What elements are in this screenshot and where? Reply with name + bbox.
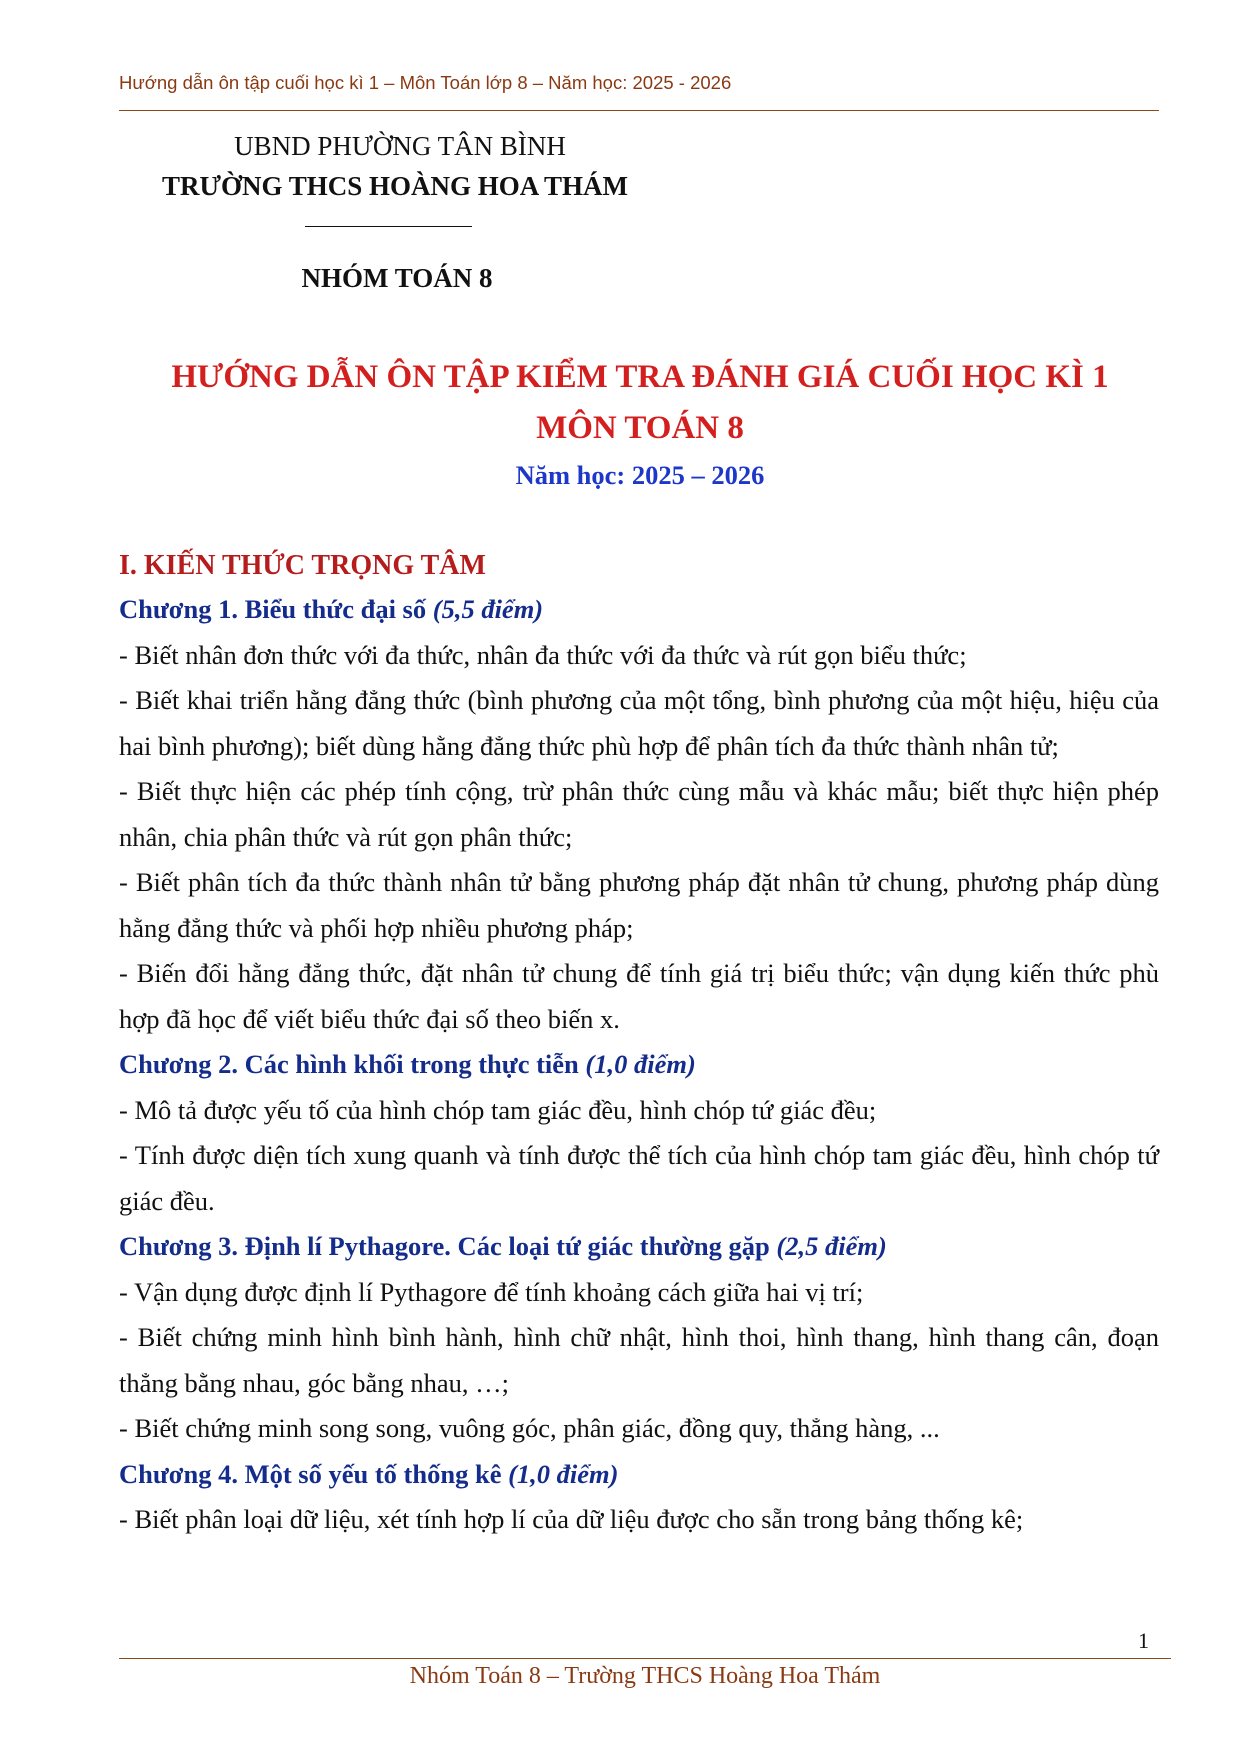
running-header: Hướng dẫn ôn tập cuối học kì 1 – Môn Toán lớp 8 – Năm học: 2025 - 2026 (119, 72, 732, 93)
school-year: Năm học: 2025 – 2026 (515, 460, 765, 490)
list-item: - Biết phân loại dữ liệu, xét tính hợp lí của dữ liệu được cho sẵn trong bảng thống kê; (119, 1504, 1024, 1534)
chapter-title: Chương 2. Các hình khối trong thực tiễn (119, 1049, 586, 1079)
chapter-points: (2,5 điểm) (776, 1231, 887, 1261)
page-number: 1 (1138, 1628, 1149, 1653)
chapter-2 (119, 1042, 1159, 1224)
list-item: - Biết chứng minh song song, vuông góc, phân giác, đồng quy, thẳng hàng, ... (119, 1413, 940, 1443)
school-name: TRƯỜNG THCS HOÀNG HOA THÁM (161, 171, 629, 201)
footer-rule (119, 1658, 1171, 1659)
chapter-heading (119, 1224, 1159, 1270)
chapter-points: (1,0 điểm) (585, 1049, 696, 1079)
list-item: - Biết nhân đơn thức với đa thức, nhân đa thức với đa thức và rút gọn biểu thức; (119, 639, 967, 670)
authority-name: UBND PHƯỜNG TÂN BÌNH (234, 131, 566, 161)
document-title-block (100, 352, 1180, 491)
chapter-4 (119, 1452, 1159, 1543)
chapter-points: (5,5 điểm) (432, 594, 544, 624)
chapter-heading (119, 1452, 1159, 1498)
chapter-heading (119, 587, 1159, 633)
list-item: - Biết chứng minh hình bình hành, hình chữ nhật, hình thoi, hình thang, hình thang cân, đoạn thẳng bằng nhau, góc bằng nhau, …; (119, 1322, 1159, 1398)
chapter-3 (119, 1224, 1159, 1452)
content (119, 545, 1159, 1543)
list-item: - Tính được diện tích xung quanh và tính được thể tích của hình chóp tam giác đều, hình chóp tứ giác đều. (119, 1140, 1159, 1216)
chapter-heading (119, 1042, 1159, 1088)
list-item: - Biến đổi hằng đẳng thức, đặt nhân tử chung để tính giá trị biểu thức; vận dụng kiến thức phù hợp đã học để viết biểu thức đại số theo biến x. (119, 958, 1159, 1034)
list-item: - Vận dụng được định lí Pythagore để tính khoảng cách giữa hai vị trí; (119, 1276, 864, 1307)
short-divider (305, 226, 472, 227)
document-title-line-2: MÔN TOÁN 8 (536, 410, 744, 446)
list-item: - Mô tả được yếu tố của hình chóp tam giác đều, hình chóp tứ giác đều; (119, 1094, 877, 1125)
chapter-points: (1,0 điểm) (508, 1458, 619, 1489)
footer-text: Nhóm Toán 8 – Trường THCS Hoàng Hoa Thám (409, 1663, 881, 1689)
chapter-title: Chương 4. Một số yếu tố thống kê (119, 1458, 509, 1489)
chapter-1 (119, 587, 1159, 1042)
chapter-title: Chương 1. Biểu thức đại số (119, 594, 433, 624)
list-item: - Biết phân tích đa thức thành nhân tử bằng phương pháp đặt nhân tử chung, phương pháp dùng hằng đẳng thức và phối hợp nhiều phương pháp; (119, 867, 1159, 943)
section-heading: I. KIẾN THỨC TRỌNG TÂM (119, 550, 486, 581)
group-name: NHÓM TOÁN 8 (301, 263, 493, 293)
list-item: - Biết thực hiện các phép tính cộng, trừ phân thức cùng mẫu và khác mẫu; biết thực hiện phép nhân, chia phân thức và rút gọn phân thức; (119, 776, 1159, 852)
chapter-title: Chương 3. Định lí Pythagore. Các loại tứ giác thường gặp (119, 1231, 777, 1261)
document-title-line-1: HƯỚNG DẪN ÔN TẬP KIỂM TRA ĐÁNH GIÁ CUỐI HỌC KÌ 1 (171, 359, 1109, 395)
list-item: - Biết khai triển hằng đẳng thức (bình phương của một tổng, bình phương của một hiệu, hiệu của hai bình phương); biết dùng hằng đẳng thức phù hợp để phân tích đa thức thành nhân tử; (119, 685, 1159, 761)
org-block (110, 126, 680, 206)
header-rule (119, 110, 1159, 111)
